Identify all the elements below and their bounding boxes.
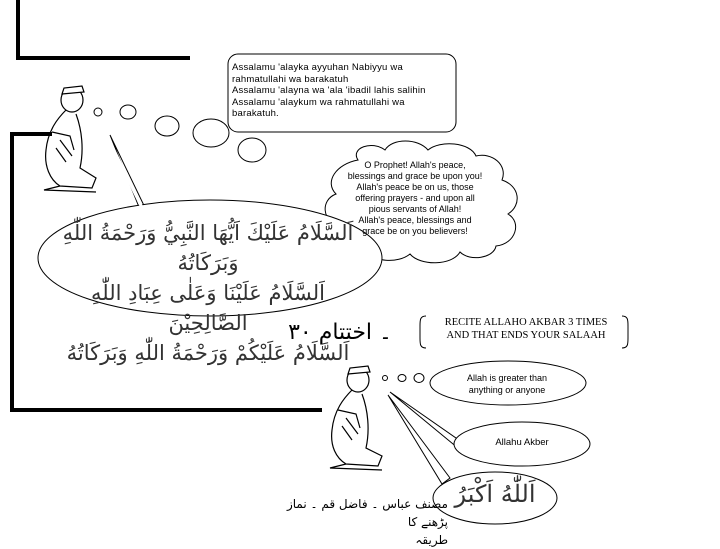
allahu-akbar-arabic: اَللّٰهُ اَكْبَرُ — [454, 480, 536, 508]
urdu-caption-line: طریقہ — [415, 533, 448, 547]
recite-bracket-left — [420, 316, 426, 348]
translation-line: Allah's peace, blessings and — [358, 215, 472, 225]
transliteration-line: barakatuh. — [232, 108, 279, 119]
section-heading: ۔ اختتام ۳۰ — [288, 320, 392, 345]
translation-line: pious servants of Allah! — [368, 204, 462, 214]
translation-line: Allah's peace be on us, those — [356, 182, 474, 192]
thought-dot-6 — [383, 376, 388, 381]
urdu-caption — [258, 495, 448, 549]
thought-dot-8 — [414, 374, 424, 383]
arabic-line: اَلسَّلَامُ عَلَيْنَا وَعَلٰى عِبَادِ اللّٰهِ الصَّالِحِيْنَ — [91, 281, 325, 335]
translation-line: blessings and grace be upon you! — [347, 171, 483, 181]
translation-line: grace be on you believers! — [362, 226, 468, 236]
recite-line: RECITE ALLAHO AKBAR 3 TIMES — [444, 317, 608, 328]
urdu-caption-line: مصنف عباس ۔ فاضل قم ۔ نماز پڑھنے کا — [286, 497, 448, 529]
thought-dot-4 — [193, 119, 229, 147]
arabic-line: اَلسَّلَامُ عَلَيْكَ اَيُّهَا النَّبِيُّ وَرَحْمَةُ اللّٰهِ وَبَرَكَاتُهُ — [62, 221, 354, 275]
translation-line: offering prayers - and upon all — [355, 193, 475, 203]
greater-text — [452, 372, 562, 396]
allahu-pointer — [388, 395, 450, 484]
top-connector-line — [18, 0, 190, 58]
thought-dot-1 — [94, 108, 102, 116]
thought-dot-3 — [155, 116, 179, 136]
arabic-tashahhud-text — [58, 218, 358, 368]
recite-instruction — [428, 316, 624, 342]
thought-dot-5 — [238, 138, 266, 162]
akber-text: Allahu Akber — [495, 437, 549, 448]
transliteration-line: Assalamu 'alayka ayyuhan Nabiyyu wa — [232, 62, 403, 73]
transliteration-text — [232, 62, 454, 120]
sitting-figure-2 — [330, 366, 382, 470]
greater-line: Allah is greater than — [466, 373, 548, 383]
recite-line: AND THAT ENDS YOUR SALAAH — [446, 330, 606, 341]
translation-line: O Prophet! Allah's peace, — [364, 160, 466, 170]
greater-line: anything or anyone — [468, 385, 546, 395]
thought-dot-2 — [120, 105, 136, 119]
transliteration-line: Assalamu 'alayna wa 'ala 'ibadil lahis salihin — [232, 85, 426, 96]
sitting-figure-1 — [44, 86, 96, 192]
thought-dot-7 — [398, 375, 406, 382]
transliteration-line: rahmatullahi wa barakatuh — [232, 73, 349, 85]
translation-text — [340, 160, 490, 237]
arabic-line: اَلسَّلَامُ عَلَيْكُمْ وَرَحْمَةُ اللّٰهِ وَبَرَكَاتُهُ — [66, 341, 350, 365]
transliteration-line: Assalamu 'alaykum wa rahmatullahi wa — [232, 96, 405, 108]
